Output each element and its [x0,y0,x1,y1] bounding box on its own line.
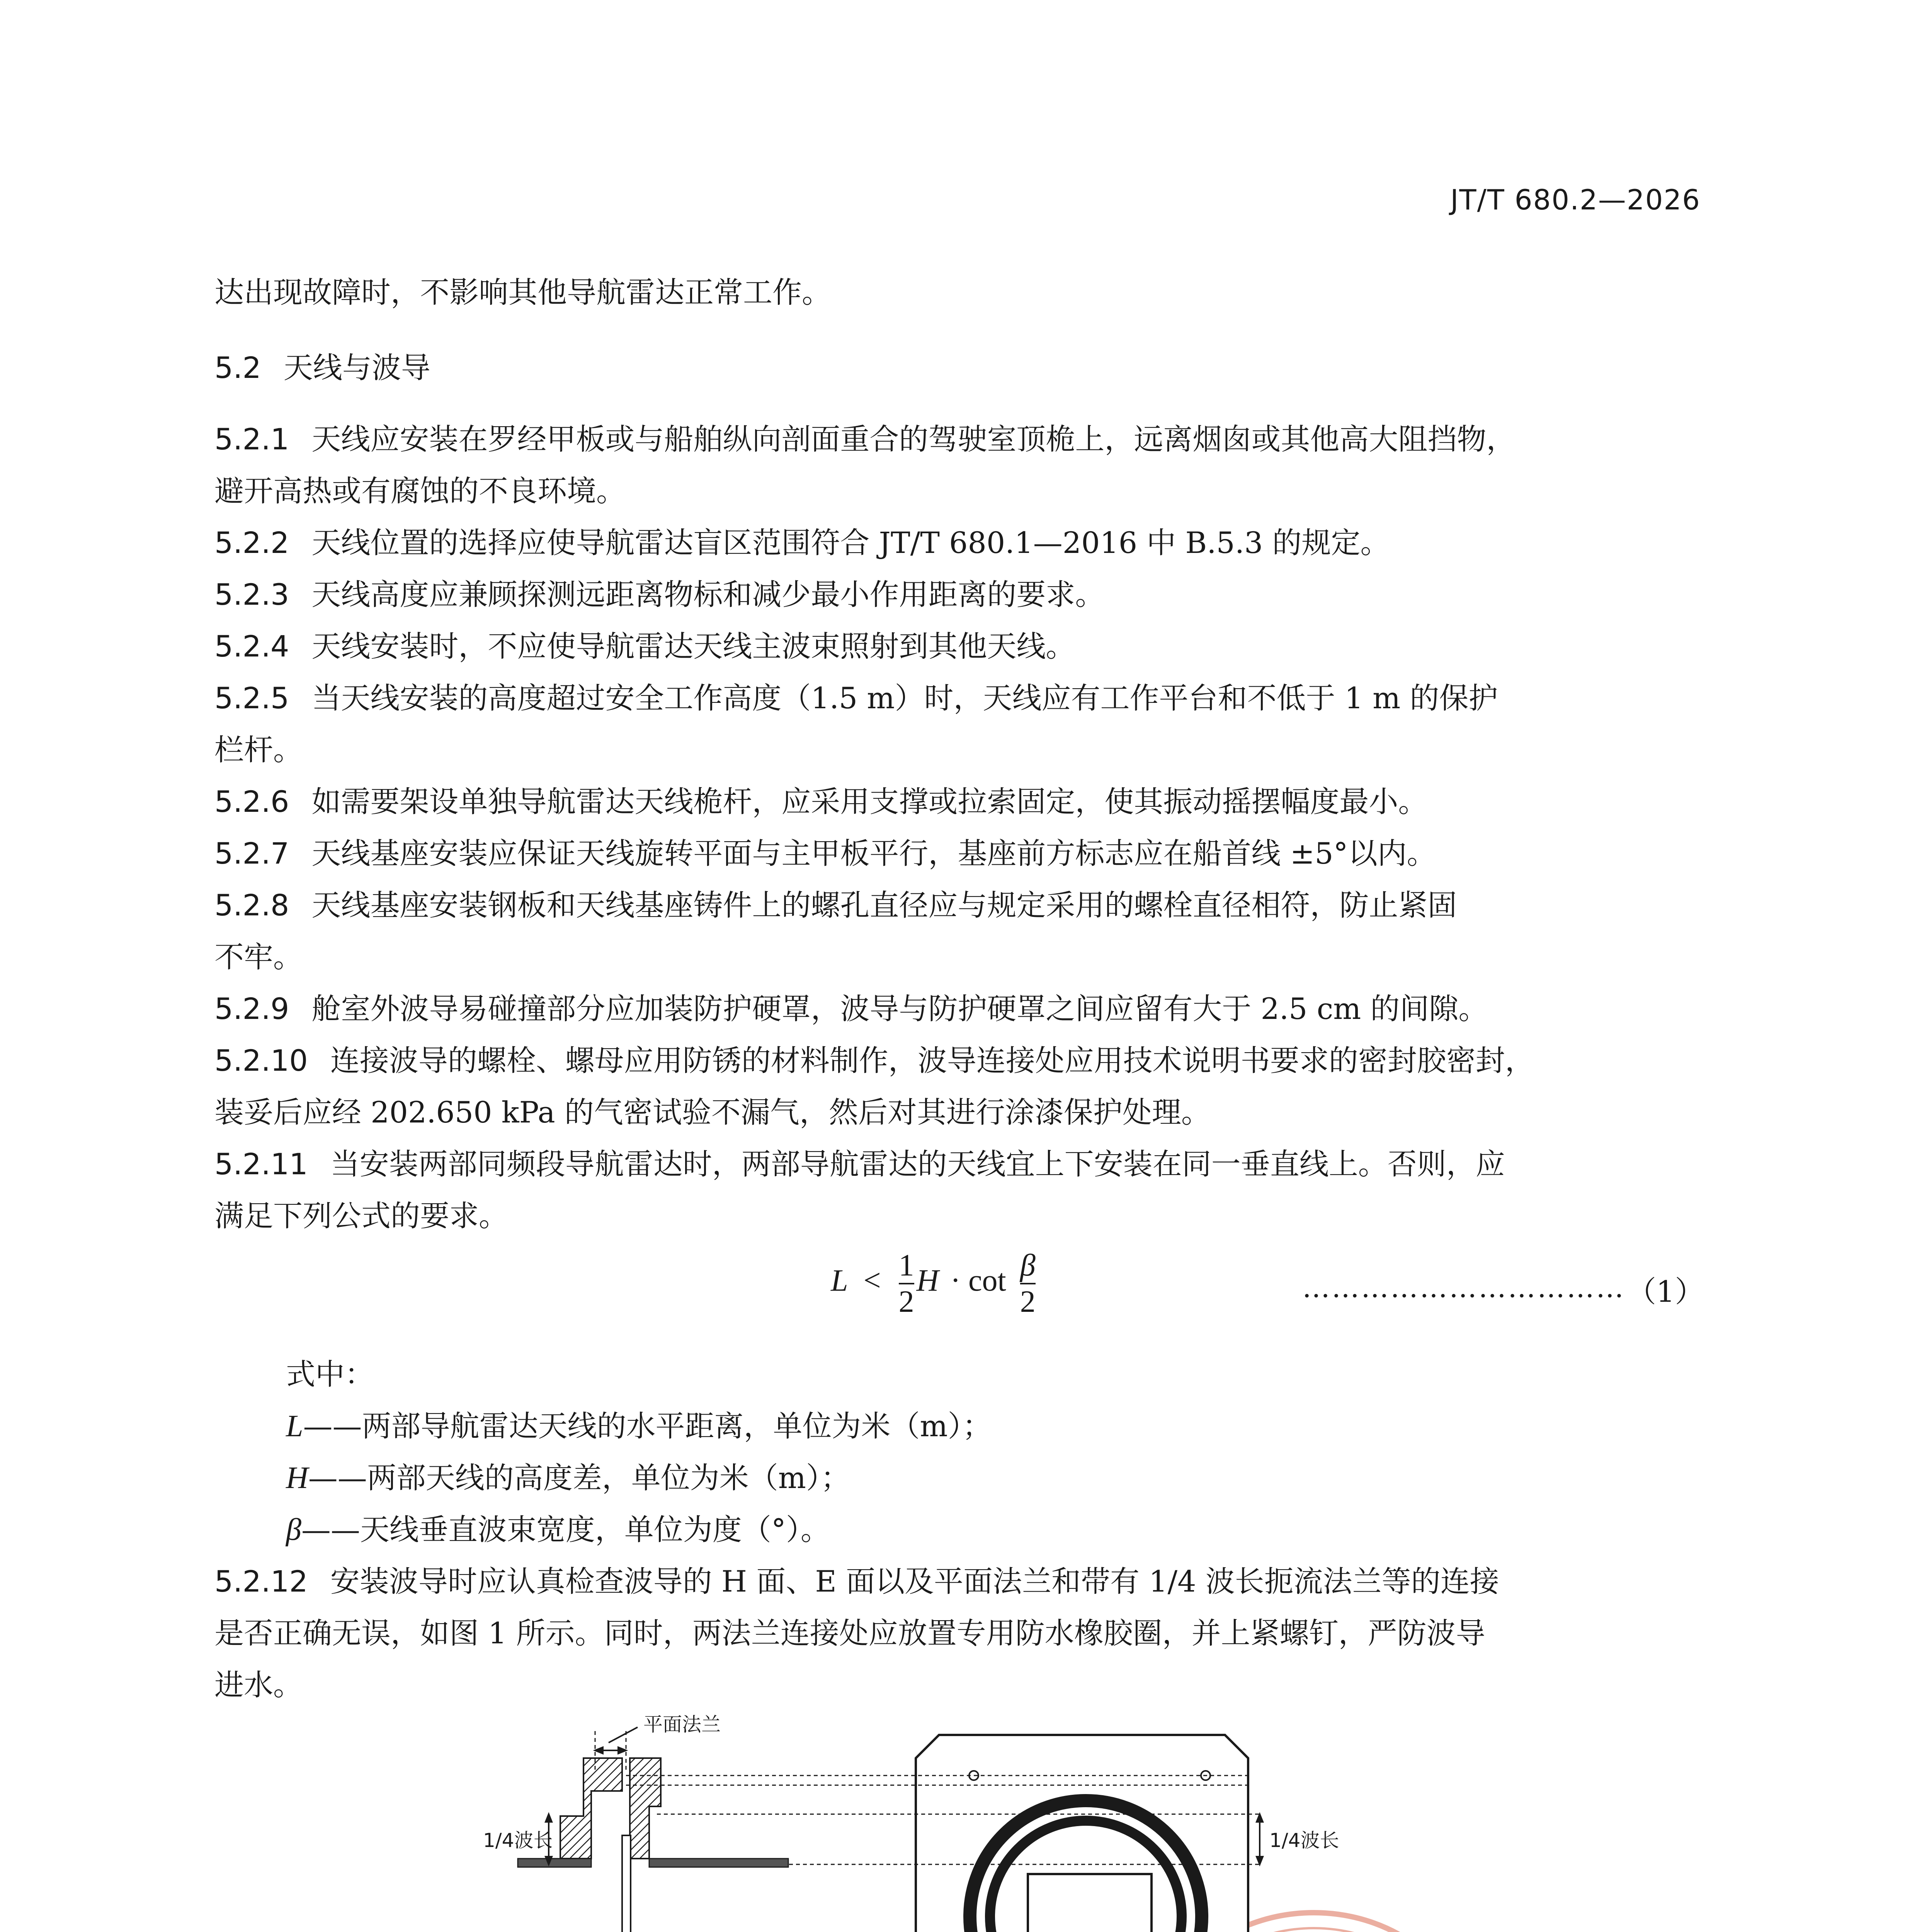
fraction-numerator: β [1020,1248,1036,1282]
clause-5-2-7 [214,828,1702,879]
clause-text: 安装波导时应认真检查波导的 H 面、E 面以及平面法兰和带有 1/4 波长扼流法兰等的连接 [330,1564,1499,1599]
clause-text: 天线安装时，不应使导航雷达天线主波束照射到其他天线。 [311,629,1075,663]
formula [831,1248,1038,1319]
clause-5-2-11-cont: 满足下列公式的要求。 [214,1199,508,1233]
formula-leader-dots: …………………………… [1302,1271,1625,1304]
formula-fraction-half [899,1248,914,1319]
where-item-beta [286,1504,830,1556]
clause-text: 当天线安装的高度超过安全工作高度（1.5 m）时，天线应有工作平台和不低于 1 m 的保护 [311,681,1498,715]
clause-number: 5.2.8 [214,888,289,922]
waveguide-wall-top-left [518,1859,591,1867]
clause-text: 天线基座安装钢板和天线基座铸件上的螺孔直径应与规定采用的螺栓直径相符，防止紧固 [311,888,1457,922]
label-flat-flange: 平面法兰 [643,1713,721,1736]
waveguide-opening [1028,1874,1152,1932]
clause-number: 5.2.9 [214,992,289,1026]
clause-5-2-1 [214,413,1702,465]
formula-lhs: L [831,1264,848,1298]
clause-5-2-11 [214,1138,1702,1190]
where-item-h [286,1452,850,1504]
where-symbol: H [286,1461,308,1495]
clause-5-2-8-cont: 不牢。 [214,940,303,974]
clause-text: 天线高度应兼顾探测远距离物标和减少最小作用距离的要求。 [311,577,1105,612]
clause-5-2-4 [214,621,1702,672]
clause-number: 5.2.5 [214,681,289,715]
section-number: 5.2 [214,350,261,385]
flange-cross-section [560,1758,661,1932]
clause-5-2-5-cont: 栏杆。 [214,733,303,767]
where-desc: ——天线垂直波束宽度，单位为度（°）。 [301,1512,830,1547]
clause-number: 5.2.6 [214,784,289,819]
where-title: 式中： [286,1357,374,1391]
clause-5-2-12 [214,1556,1702,1607]
clause-number: 5.2.3 [214,577,289,612]
formula-operator: < [863,1264,881,1298]
clause-5-2-8 [214,879,1702,931]
clause-5-2-1-cont: 避开高热或有腐蚀的不良环境。 [214,474,626,508]
where-symbol: β [286,1513,301,1547]
clause-number: 5.2.2 [214,526,289,560]
section-title: 天线与波导 [283,350,430,385]
label-quarter-wave-right: 1/4波长 [1269,1829,1339,1852]
fraction-denominator: 2 [899,1283,914,1319]
section-heading [214,342,1702,394]
clause-number: 5.2.10 [214,1043,308,1078]
formula-fraction-beta [1020,1248,1036,1319]
clause-text: 如需要架设单独导航雷达天线桅杆，应采用支撑或拉索固定，使其振动摇摆幅度最小。 [311,784,1428,819]
clause-5-2-10-cont: 装妥后应经 202.650 kPa 的气密试验不漏气，然后对其进行涂漆保护处理。 [214,1095,1211,1129]
clause-number: 5.2.7 [214,836,289,871]
figure-flange-diagram [483,1713,1499,1932]
label-quarter-wave-left: 1/4波长 [483,1829,553,1852]
clause-5-2-5 [214,672,1702,724]
formula-h: H [916,1264,939,1298]
fraction-denominator: 2 [1020,1283,1036,1319]
clause-text: 天线应安装在罗经甲板或与船舶纵向剖面重合的驾驶室顶桅上，远离烟囱或其他高大阻挡物， [311,422,1516,456]
clause-5-2-9 [214,983,1702,1035]
formula-number: （1） [1627,1274,1704,1309]
where-desc: ——两部导航雷达天线的水平距离，单位为米（m）； [303,1409,992,1443]
clause-5-2-12-cont1: 是否正确无误，如图 1 所示。同时，两法兰连接处应放置专用防水橡胶圈，并上紧螺钉，严防波导 [214,1616,1485,1650]
clause-text: 连接波导的螺栓、螺母应用防锈的材料制作，波导连接处应用技术说明书要求的密封胶密封， [330,1043,1534,1078]
paragraph-continuation: 达出现故障时，不影响其他导航雷达正常工作。 [214,275,831,310]
clause-text: 当安装两部同频段导航雷达时，两部导航雷达的天线宜上下安装在同一垂直线上。否则，应 [330,1147,1505,1181]
clause-5-2-2 [214,517,1702,569]
clause-5-2-6 [214,776,1702,828]
clause-text: 天线基座安装应保证天线旋转平面与主甲板平行，基座前方标志应在船首线 ±5°以内。 [311,836,1436,871]
where-desc: ——两部天线的高度差，单位为米（m）； [308,1461,850,1495]
where-symbol: L [286,1409,303,1443]
clause-number: 5.2.4 [214,629,289,663]
clause-5-2-3 [214,569,1702,621]
clause-number: 5.2.1 [214,422,289,456]
formula-cot: · cot [950,1264,1006,1298]
waveguide-wall-top-right [649,1859,788,1867]
clause-5-2-12-cont2: 进水。 [214,1668,303,1702]
clause-number: 5.2.11 [214,1147,308,1181]
clause-text: 舱室外波导易碰撞部分应加装防护硬罩，波导与防护硬罩之间应留有大于 2.5 cm 的间隙。 [311,992,1488,1026]
document-id: JT/T 680.2—2026 [1450,184,1701,216]
clause-5-2-10 [214,1035,1702,1087]
where-item-l [286,1400,992,1452]
fraction-numerator: 1 [898,1248,914,1282]
clause-text: 天线位置的选择应使导航雷达盲区范围符合 JT/T 680.1—2016 中 B.5.3 的规定。 [311,526,1390,560]
clause-number: 5.2.12 [214,1564,308,1599]
